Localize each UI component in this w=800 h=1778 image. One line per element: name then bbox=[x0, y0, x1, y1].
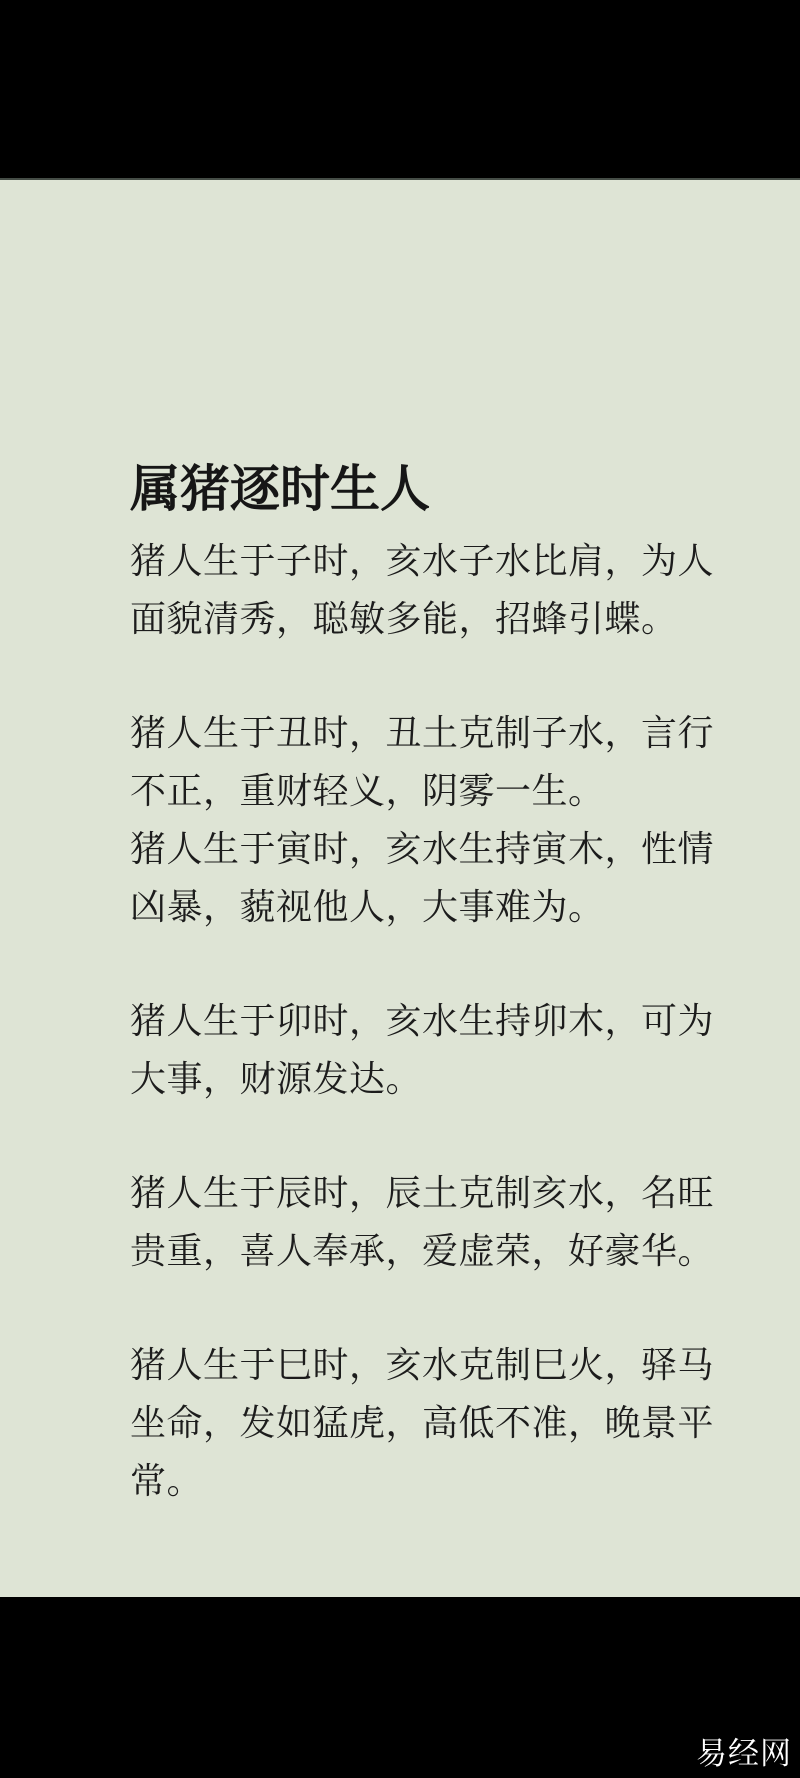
paragraph-line: 猪人生于卯时，亥水生持卯木，可为 bbox=[130, 1000, 715, 1041]
paragraph-line: 猪人生于巳时，亥水克制巳火，驿马 bbox=[130, 1344, 715, 1385]
paragraph-mao-hour bbox=[130, 992, 715, 1108]
paragraph-zi-hour bbox=[130, 532, 715, 648]
paragraph-line: 不正，重财轻义，阴雾一生。 bbox=[130, 770, 605, 811]
paragraph-line: 猪人生于寅时，亥水生持寅木，性情 bbox=[130, 828, 715, 869]
bottom-letterbox-bar bbox=[0, 1597, 800, 1778]
paragraph-line: 猪人生于辰时，辰土克制亥水，名旺 bbox=[130, 1172, 715, 1213]
paragraph-chou-hour bbox=[130, 704, 715, 820]
paragraph-chen-hour bbox=[130, 1164, 715, 1280]
article-body bbox=[0, 178, 800, 1597]
paragraph-line: 贵重，喜人奉承，爱虚荣，好豪华。 bbox=[130, 1230, 715, 1271]
watermark-yijingwang: 易经网 bbox=[696, 1736, 792, 1771]
paragraph-line: 凶暴，藐视他人，大事难为。 bbox=[130, 886, 605, 927]
top-letterbox-bar bbox=[0, 0, 800, 178]
paragraph-line: 大事，财源发达。 bbox=[130, 1058, 423, 1099]
paragraph-si-hour bbox=[130, 1336, 715, 1510]
paragraph-line: 猪人生于丑时，丑土克制子水，言行 bbox=[130, 712, 715, 753]
article-title: 属猪逐时生人 bbox=[130, 461, 430, 517]
paragraph-line: 常。 bbox=[130, 1460, 204, 1501]
paragraph-line: 猪人生于子时，亥水子水比肩，为人 bbox=[130, 540, 715, 581]
paragraph-yin-hour bbox=[130, 820, 715, 936]
paragraph-line: 面貌清秀，聪敏多能，招蜂引蝶。 bbox=[130, 598, 678, 639]
paragraph-line: 坐命，发如猛虎，高低不准，晚景平 bbox=[130, 1402, 715, 1443]
